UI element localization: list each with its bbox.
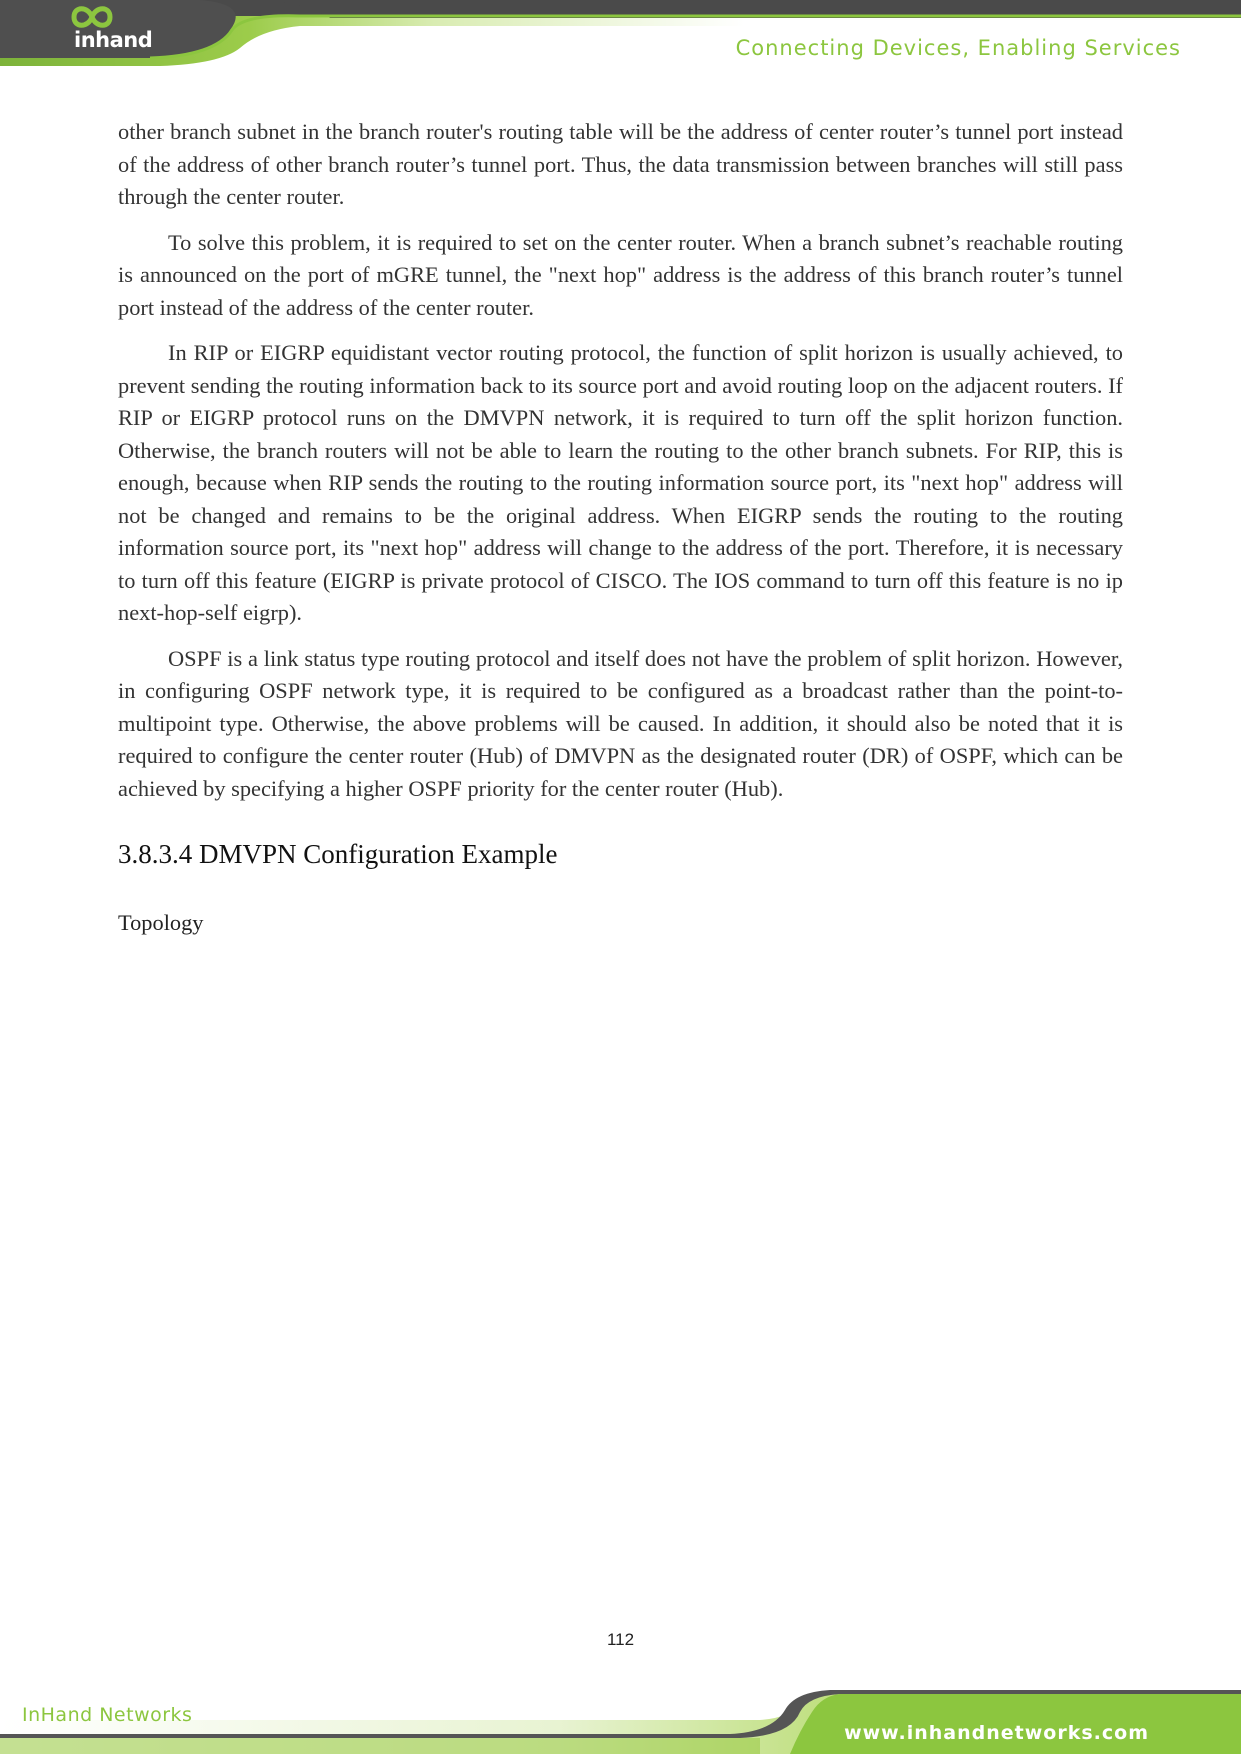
logo-mark-icon [70,4,114,30]
header-slogan: Connecting Devices, Enabling Services [735,36,1181,60]
footer-company: InHand Networks [22,1704,193,1726]
logo-text: inhand [74,28,153,52]
page-number: 112 [606,1630,635,1649]
paragraph: To solve this problem, it is required to set on the center router. When a branch subnet’s reachable routing is announced on the port of mGRE tunnel, the "next hop" address is the address of this branch router’s tunnel port instead of the address of the center router. [118,229,1123,320]
paragraph: In RIP or EIGRP equidistant vector routing protocol, the function of split horizon is usually achieved, to prevent sending the routing information back to its source port and avoid routing loop on the adjacent routers. If RIP or EIGRP protocol runs on the DMVPN network, it is required to turn off the split horizon function. Otherwise, the branch routers will not be able to learn the routing to the other branch subnets. For RIP, this is enough, because when RIP sends the routing to the routing information source port, its "next hop" address will not be changed and remains to be the original address. When EIGRP sends the routing to the routing information source port, its "next hop" address will change to the address of the port. Therefore, it is necessary to turn off this feature (EIGRP is private protocol of CISCO. The IOS command to turn off this feature is no ip next-hop-self eigrp). [118,340,1123,625]
company-logo [70,4,153,56]
page-header [0,0,1241,80]
topology-subheading: Topology [118,910,204,935]
footer-website-link[interactable]: www.inhandnetworks.com [844,1722,1149,1744]
paragraph: other branch subnet in the branch router's routing table will be the address of center router’s tunnel port instead of the address of other branch router’s tunnel port. Thus, the data transmission between branches will still pass through the center router. [118,119,1123,209]
paragraph: OSPF is a link status type routing protocol and itself does not have the problem of split horizon. However, in configuring OSPF network type, it is required to be configured as a broadcast rather than the point-to-multipoint type. Otherwise, the above problems will be caused. In addition, it should also be noted that it is required to configure the center router (Hub) of DMVPN as the designated router (DR) of OSPF, which can be achieved by specifying a higher OSPF priority for the center router (Hub). [118,645,1123,801]
section-heading: 3.8.3.4 DMVPN Configuration Example [118,839,558,869]
page-content [118,116,1123,936]
page-footer [0,1690,1241,1754]
